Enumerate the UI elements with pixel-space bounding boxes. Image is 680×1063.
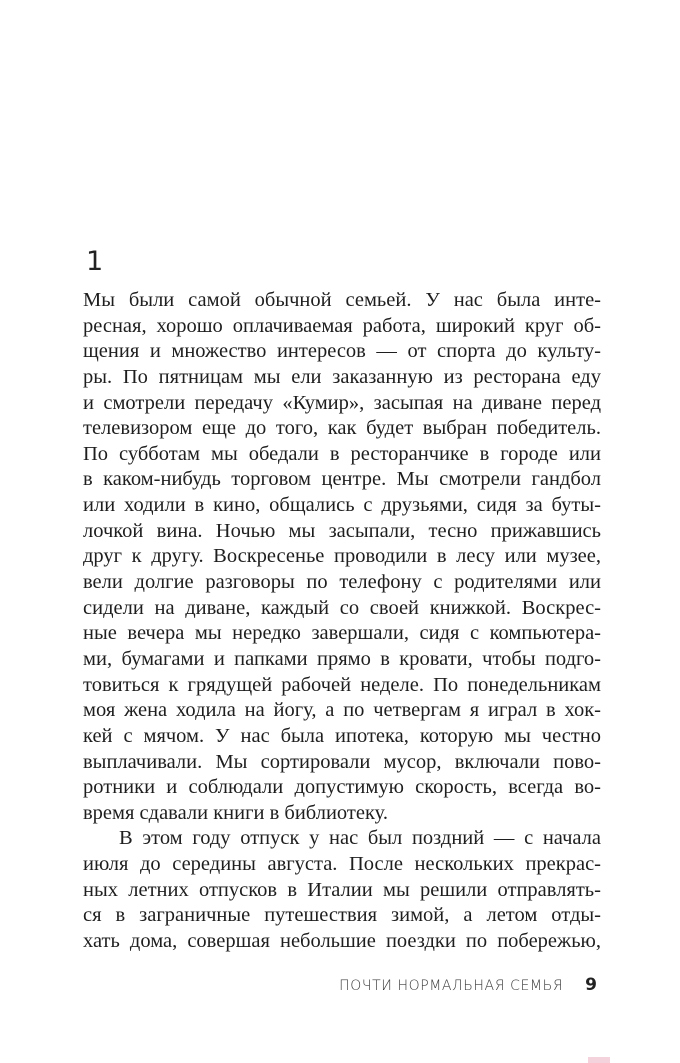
page-footer xyxy=(339,975,597,995)
text-line: лочкой вина. Ночью мы засыпали, тесно прижавшись xyxy=(83,519,601,542)
text-line: сидели на диване, каждый со своей книжкой. Воскрес- xyxy=(83,596,601,619)
text-line: выплачивали. Мы сортировали мусор, включали пово- xyxy=(83,750,601,773)
page-number: 9 xyxy=(585,975,597,995)
text-line: время сдавали книги в библиотеку. xyxy=(83,801,388,824)
text-line: ся в заграничные путешествия зимой, а летом отды- xyxy=(83,904,601,927)
scan-mark xyxy=(588,1057,610,1063)
text-line: или ходили в кино, общались с друзьями, сидя за буты- xyxy=(83,494,601,517)
text-line: По субботам мы обедали в ресторанчике в городе или xyxy=(83,442,601,465)
chapter-number: 1 xyxy=(86,246,104,277)
text-line: ных летних отпусков в Италии мы решили отправлять- xyxy=(83,878,601,901)
body-text xyxy=(83,288,601,955)
text-line: товиться к грядущей рабочей неделе. По понедельникам xyxy=(83,673,601,696)
text-line: Мы были самой обычной семьей. У нас была инте- xyxy=(83,289,601,311)
text-line: вели долгие разговоры по телефону с родителями или xyxy=(83,571,601,594)
text-line: ресная, хорошо оплачиваемая работа, широкий круг об- xyxy=(83,314,601,337)
text-line: ные вечера мы нередко завершали, сидя с компьютера- xyxy=(83,622,601,645)
text-line: моя жена ходила на йогу, а по четвергам я играл в хок- xyxy=(83,699,601,722)
text-line: в каком-нибудь торговом центре. Мы смотрели гандбол xyxy=(83,468,601,491)
text-line: телевизором еще до того, как будет выбран победитель. xyxy=(83,417,601,440)
text-line: и смотрели передачу «Кумир», засыпая на диване перед xyxy=(83,391,601,414)
running-title: ПОЧТИ НОРМАЛЬНАЯ СЕМЬЯ xyxy=(339,978,564,994)
text-line: В этом году отпуск у нас был поздний — с начала xyxy=(119,827,601,850)
text-line: ми, бумагами и папками прямо в кровати, чтобы подго- xyxy=(83,647,601,670)
text-line: ры. По пятницам мы ели заказанную из ресторана еду xyxy=(83,365,601,388)
text-line: ротники и соблюдали допустимую скорость, всегда во- xyxy=(83,776,601,799)
text-line: июля до середины августа. После нескольких прекрас- xyxy=(83,853,601,876)
text-line: кей с мячом. У нас была ипотека, которую мы честно xyxy=(83,724,601,747)
text-line: щения и множество интересов — от спорта до культу- xyxy=(83,340,601,363)
text-line: друг к другу. Воскресенье проводили в лесу или музее, xyxy=(83,545,601,568)
text-line: хать дома, совершая небольшие поездки по побережью, xyxy=(83,930,601,953)
